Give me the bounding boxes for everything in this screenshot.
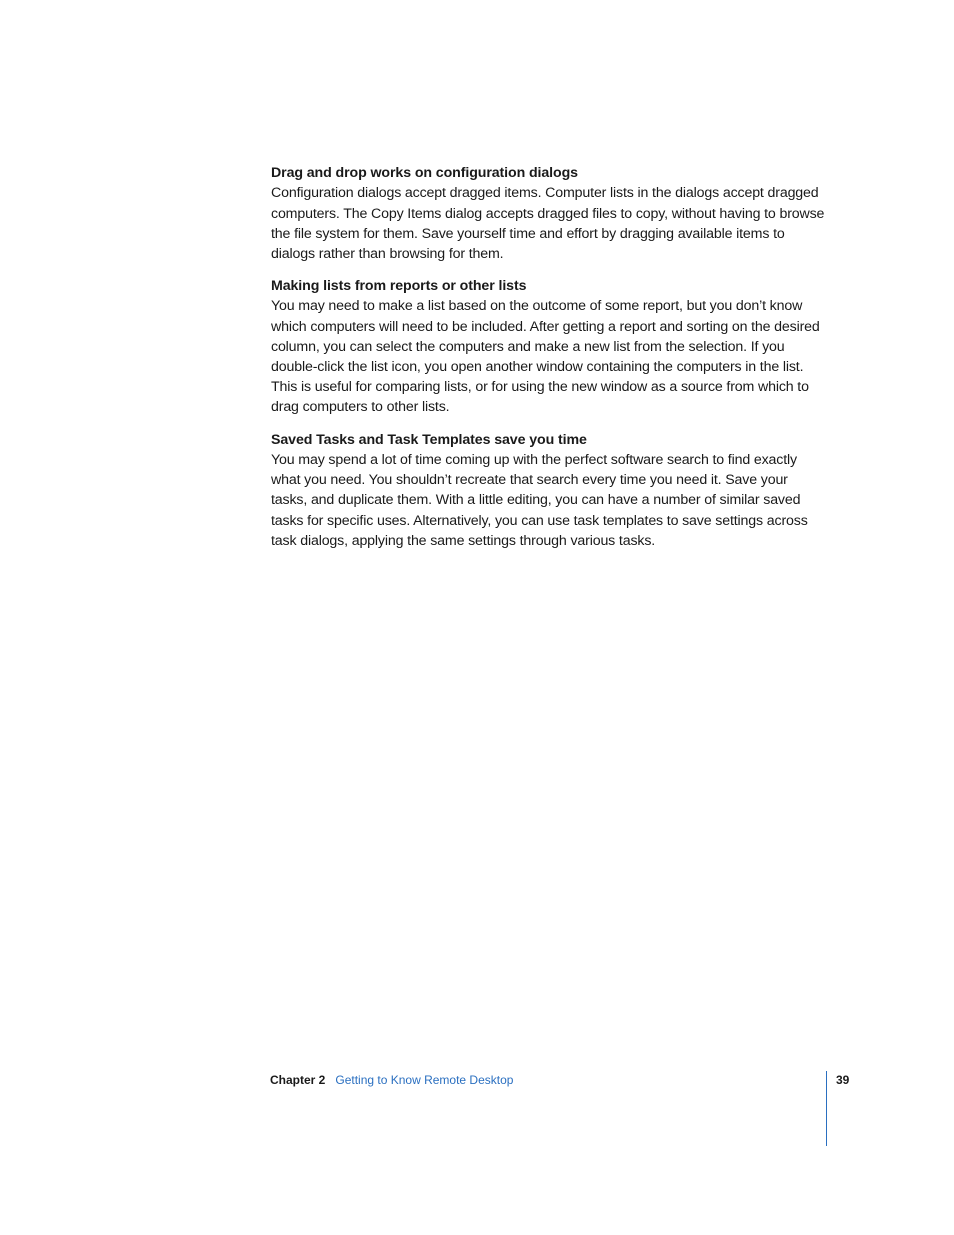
section-heading: Saved Tasks and Task Templates save you time [271,431,587,448]
section-drag-and-drop [271,163,827,264]
chapter-label: Chapter 2 [270,1073,326,1087]
page-number: 39 [836,1073,850,1087]
section-saved-tasks [271,430,827,551]
page-divider-rule [826,1071,827,1146]
section-paragraph: You may spend a lot of time coming up with the perfect software search to find exactly what you need. You shouldn’t recreate that search every time you need it. Save your tasks, and duplicate them. With a little editing, you can have a number of similar saved tasks for specific uses. Alternatively, you can use task templates to save settings across task dialogs, applying the same settings through various tasks. [271,451,808,549]
page-footer [270,1071,513,1089]
chapter-title-link[interactable]: Getting to Know Remote Desktop [335,1073,514,1087]
page-content [271,163,827,563]
section-making-lists [271,276,827,418]
section-paragraph: Configuration dialogs accept dragged items. Computer lists in the dialogs accept dragged computers. The Copy Items dialog accepts dragged files to copy, without having to browse the file system for them. Save yourself time and effort by dragging available items to dialogs rather than browsing for them. [271,185,825,262]
section-heading: Drag and drop works on configuration dialogs [271,165,578,181]
section-heading: Making lists from reports or other lists [271,278,527,295]
section-paragraph: You may need to make a list based on the outcome of some report, but you don’t know which computers will need to be included. After getting a report and sorting on the desired column, you can select the computers and make a new list from the selection. If you double-click the list icon, you open another window containing the computers in the list. This is useful for comparing lists, or for using the new window as a source from which to drag computers to other lists. [271,298,820,416]
